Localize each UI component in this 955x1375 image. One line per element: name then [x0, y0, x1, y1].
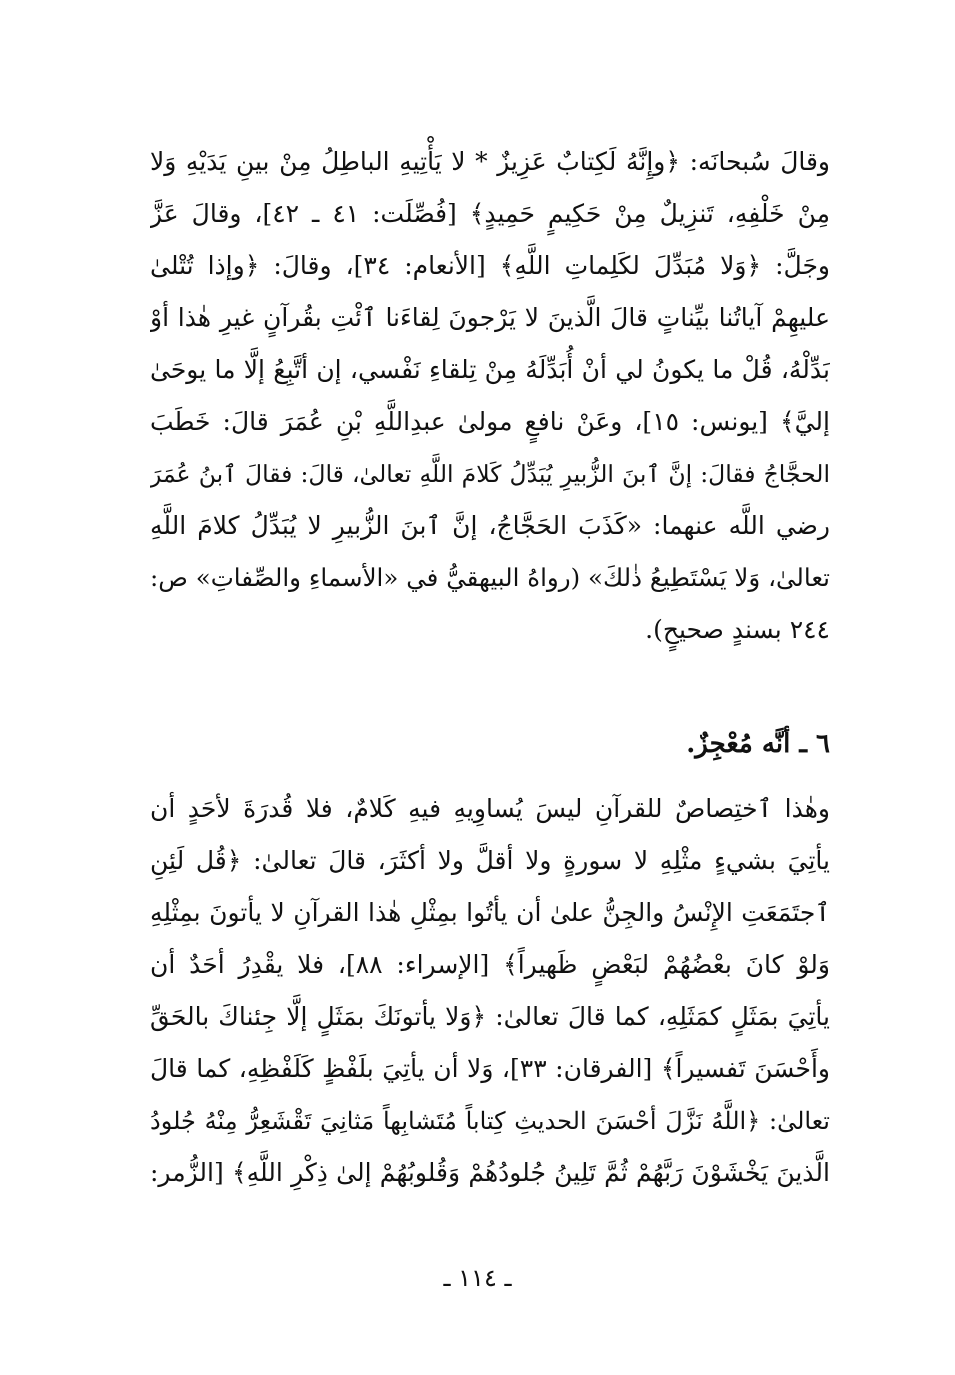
section-two-paragraph — [150, 783, 830, 1199]
text-line: عليهِمْ آياتُنا بيِّناتٍ قالَ الَّذينَ لا يَرْجونَ لِقاءَنا ٱئْتِ بقُرآنٍ غيرِ هٰذا أوْ — [150, 303, 830, 332]
text-line: يأتِيَ بشيءٍ مثْلِهِ لا سورةٍ ولا أقلَّ ولا أكثَرَ، قالَ تعالىٰ: ﴿قُل لَئِنِ — [150, 846, 830, 875]
text-line: مِنْ خَلْفِهِ، تَنزِيلٌ مِنْ حَكِيمٍ حَمِيدٍ﴾ [فُصِّلَت: ٤١ ـ ٤٢]، وقالَ عَزَّ — [150, 199, 830, 228]
text-line: إليَّ﴾ [يونس: ١٥]، وعَنْ نافعٍ مولىٰ عبدِاللَّهِ بْنِ عُمَرَ قالَ: خَطَبَ — [150, 407, 830, 436]
page-number: ـ ١١٤ ـ — [443, 1264, 512, 1292]
text-line: بَدِّلْهُ، قُلْ ما يكونُ لي أنْ أُبَدِّلَهُ مِنْ تِلقاءِ نَفْسي، إن أتَّبِعُ إلَّا ما يوحَىٰ — [150, 355, 830, 384]
text-line: ٱجتَمَعَتِ الإِنْسُ والجِنُّ علىٰ أن يأتُوا بمِثْلِ هٰذا القرآنِ لا يأتونَ بمِثْلِهِ — [150, 898, 830, 927]
section-one-paragraph — [150, 136, 830, 656]
text-line: وهٰذا ٱختِصاصٌ للقرآنِ ليسَ يُساوِيهِ فيهِ كَلامٌ، فلا قُدرَةَ لأحَدٍ أن — [150, 794, 830, 823]
text-line: الحجَّاجُ فقالَ: إنَّ ٱبنَ الزُّبيرِ يُبَدِّلُ كَلامَ اللَّهِ تعالىٰ، قالَ: فقالَ ٱبنُ عُمَرَ — [150, 460, 830, 488]
text-line: وأَحْسَنَ تَفسيراً﴾ [الفرقان: ٣٣]، وَلا أن يأتِيَ بلَفْظٍ كَلَفْظِهِ، كما قالَ — [150, 1054, 830, 1083]
text-line: يأتِيَ بمَثَلٍ كمَثَلِهِ، كما قالَ تعالىٰ: ﴿وَلا يأتونَكَ بمَثَلٍ إلَّا جِئناكَ بالحَقِّ — [150, 1002, 830, 1031]
text-line: الَّذينَ يَخْشَوْنَ رَبَّهُمْ ثُمَّ تَلِينُ جُلودُهُمْ وَقُلوبُهُمْ إلىٰ ذِكْرِ اللَّهِ﴾ [الزُّمر: — [150, 1158, 830, 1187]
text-line: تعالىٰ: ﴿اللَّهُ نَزَّلَ أحْسَنَ الحديثِ كِتاباً مُتَشابِهاً مَثانِيَ تَقْشَعِرُّ مِنْهُ جُلودُ — [150, 1107, 830, 1135]
text-line: وجَلَّ: ﴿وَلا مُبَدِّلَ لكَلِماتِ اللَّهِ﴾ [الأنعام: ٣٤]، وقالَ: ﴿وإذا تُتْلىٰ — [150, 251, 830, 280]
text-line: ٢٤٤ بسندٍ صحيحٍ). — [645, 615, 830, 644]
text-line: وقالَ سُبحانَه: ﴿وإِنَّهُ لَكِتابٌ عَزِيزٌ * لا يَأْتِيهِ الباطِلُ مِنْ بينِ يَدَيْهِ وَلا — [150, 147, 830, 176]
text-line: وَلوْ كانَ بعْضُهُمْ لبَعْضٍ ظَهيراً﴾ [الإسراء: ٨٨]، فلا يقْدِرُ أحَدٌ أن — [150, 950, 830, 979]
text-line: تعالىٰ، وَلا يَسْتَطِيعُ ذٰلكَ» (رواهُ البيهقيُّ في «الأسماءِ والصِّفاتِ» ص: — [150, 563, 830, 592]
text-line: رضي اللَّه عنهما: «كَذَبَ الحَجَّاجُ، إنَّ ٱبنَ الزُّبيرِ لا يُبَدِّلُ كلامَ اللَّهِ — [150, 511, 830, 540]
section-heading: ٦ ـ أنَّه مُعْجِزٌ. — [686, 729, 830, 759]
